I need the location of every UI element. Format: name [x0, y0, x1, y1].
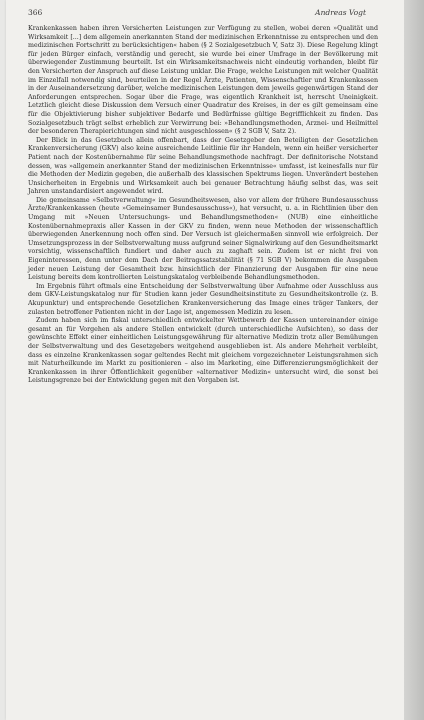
running-head	[28, 8, 366, 18]
author-name: Andreas Vogt	[315, 8, 366, 17]
paragraph-2: Der Blick in das Gesetzbuch allein offenbart, dass der Gesetzgeber den Beteiligten der Gesetzlichen Krankenversicherung (GKV) also keine ausreichende Leitlinie für ihr Handeln, wenn ein heißer versicherter Patient nach der Kostenübernahme für seine Behandlungsmethode nachfragt. Der definitorische Notstand dessen, was »allgemein anerkannter Stand der medizinischen Erkenntnisse« umfasst, ist keinesfalls nur für die Methoden der Medizin gegeben, die außerhalb des klassischen Spektrums liegen. Unverändert bestehen Unsicherheiten in Ergebnis und Wirksamkeit auch bei genauer Betrachtung häufig selbst das, was seit Jahren unstandardisiert angewendet wird.	[28, 136, 378, 196]
page-edge-shadow	[404, 0, 424, 720]
paragraph-1: Krankenkassen haben ihren Versicherten Leistungen zur Verfügung zu stellen, wobei deren »Qualität und Wirksamkeit [...] dem allgemein anerkannten Stand der medizinischen Erkenntnisse zu entsprechen und den medizinischen Fortschritt zu berücksichtigen« haben (§ 2 Sozialgesetzbuch V, Satz 3). Diese Regelung klingt für jeden Bürger einfach, verständig und gerecht, sie wurde bei einer Umfrage in der Bevölkerung mit überwiegender Zustimmung beurteilt. Ist ein Wirksamkeitsnachweis nicht eindeutig vorhanden, bleibt für den Versicherten der Anspruch auf diese Leistung unklar. Die Frage, welche Leistungen mit welcher Qualität im Einzelfall notwendig sind, beurteilen in der Regel Ärzte, Patienten, Wissenschaftler und Krankenkassen in der Auseinandersetzung darüber, welche medizinischen Leistungen dem jeweils gegenwärtigen Stand der Anforderungen entsprechen. Sogar über die Frage, was eigentlich Krankheit ist, herrscht Uneinigkeit. Letztlich gleicht diese Diskussion dem Versuch einer Quadratur des Kreises, in der es gilt gemeinsam eine für die Objektivierung bisher subjektiver Bedarfe und Bedürfnisse gültige Begrifflichkeit zu finden. Das Sozialgesetzbuch trägt selbst erheblich zur Verwirrung bei: »Behandlungsmethoden, Arznei- und Heilmittel der besonderen Therapierichtungen sind nicht ausgeschlossen« (§ 2 SGB V, Satz 2).	[28, 25, 378, 136]
page-number: 366	[28, 8, 43, 17]
paragraph-3: Die gemeinsame »Selbstverwaltung« im Gesundheitswesen, also vor allem der frühere Bundesausschuss Ärzte/Krankenkassen (heute »Gemeinsamer Bundesausschuss«), hat versucht, u. a. in Richtlinien über den Umgang mit »Neuen Untersuchungs- und Behandlungsmethoden« (NUB) eine einheitliche Kostenübernahmepraxis aller Kassen in der GKV zu finden, wenn neue Methoden der wissenschaftlich überwiegenden Anerkennung noch offen sind. Der Versuch ist gleichermaßen sinnvoll wie erfolgreich. Der Umsetzungsprozess in der Selbstverwaltung muss aufgrund seiner Signalwirkung auf den Gesundheitsmarkt vorsichtig, wissenschaftlich fundiert und daher auch zu zaghaft sein. Zudem ist er nicht frei von Eigeninteressen, denn unter dem Dach der Beitragssatzstabilität (§ 71 SGB V) bekommen die Ausgaben jeder neuen Leistung der Gesamtheit bzw. hinsichtlich der Finanzierung der Ausgaben für eine neue Leistung bereits dem kontrollierten Leistungskatalog verbleibende Behandlungsmethoden.	[28, 196, 378, 282]
body-text	[28, 25, 378, 386]
book-page	[6, 0, 404, 720]
paragraph-4: Im Ergebnis führt oftmals eine Entscheidung der Selbstverwaltung über Aufnahme oder Ausschluss aus dem GKV-Leistungskatalog nur für Studien kann jeder Gesundheitsinstitute zu Gesundheitskontrolle (z. B. Akupunktur) und entsprechende Gesetzlichen Krankenversicherung das Image eines träger Tankers, der zulasten betroffener Patienten nicht in der Lage ist, angemessen Medizin zu lesen.	[28, 282, 378, 316]
paragraph-5: Zudem haben sich im fiskal unterschiedlich entwickelter Wettbewerb der Kassen untereinander einige gesamt an für Vorgehen als andere Stellen entwickelt (durch unterschiedliche Aufsichten), so dass der gewünschte Effekt einer einheitlichen Leistungsgewährung für alternative Medizin trotz aller Bemühungen der Selbstverwaltung und des Gesetzgebers weitgehend ausgeblieben ist. Als andere Mehrheit verbleibt, dass es einzelne Krankenkassen sogar geltendes Recht mit gleichem vorgezeichneter Leistungsrahmen sich mit Naturheilkunde im Markt zu positionieren – also im Marketing, eine Differenzierungsmöglichkeit der Krankenkassen in ihrer Öffentlichkeit gegenüber »alternativer Medizin« untersucht wird, die sonst bei Leistungsgrenze bei der Entwicklung gegen mit den Vorgaben ist.	[28, 317, 378, 385]
